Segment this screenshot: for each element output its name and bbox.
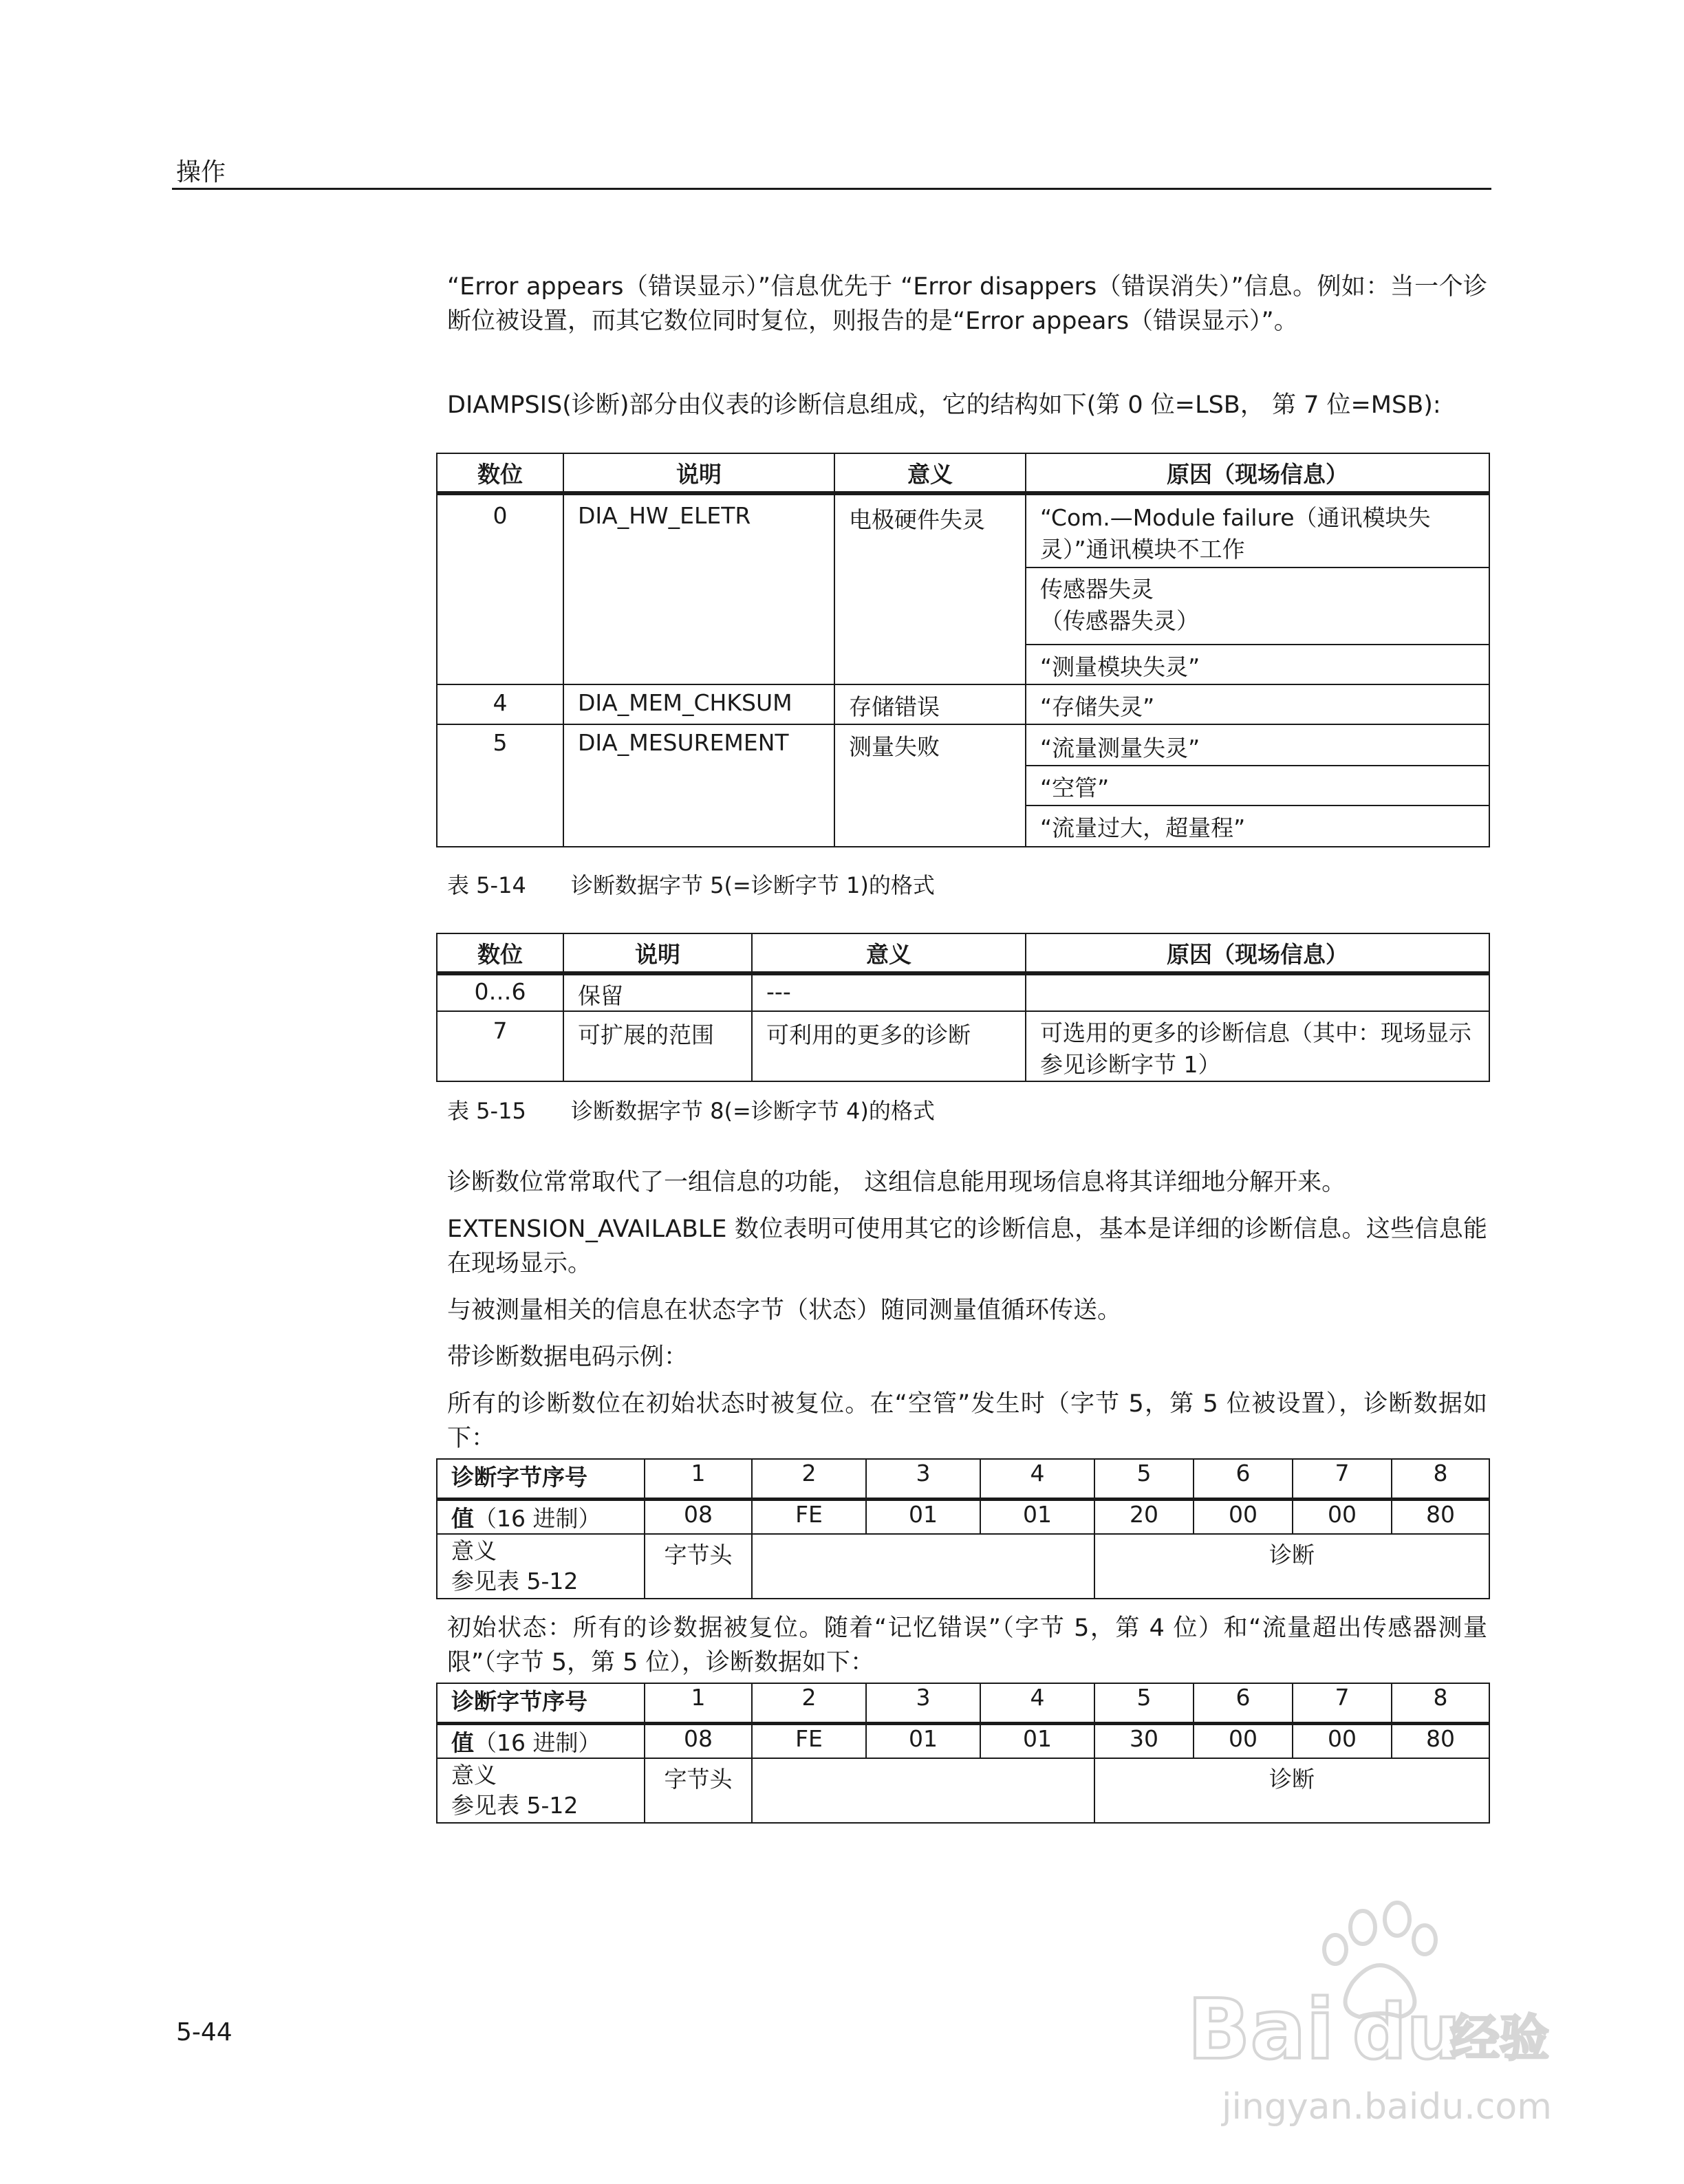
col-header: 意义 — [834, 453, 1026, 493]
page-number: 5-44 — [176, 2018, 233, 2046]
table-caption-5-14 — [447, 868, 935, 900]
hex-value: FE — [752, 1723, 866, 1758]
cause-cell: “测量模块失灵” — [1026, 645, 1489, 684]
byte-number: 5 — [1094, 1683, 1194, 1723]
value-label-unit: （16 进制） — [474, 1729, 601, 1756]
byte-number: 1 — [645, 1683, 752, 1723]
row-label — [437, 1723, 645, 1758]
hex-value: 30 — [1094, 1723, 1194, 1758]
col-header: 说明 — [563, 933, 752, 973]
meaning-cell: 可利用的更多的诊断 — [752, 1011, 1026, 1081]
desc-cell: DIA_MESUREMENT — [563, 724, 834, 847]
byte-number: 2 — [752, 1459, 866, 1499]
hex-value: 01 — [980, 1499, 1094, 1534]
byte-number: 3 — [866, 1459, 980, 1499]
bit-cell: 7 — [437, 1011, 563, 1081]
row-label — [437, 1534, 645, 1599]
caption-number: 表 5-15 — [447, 1098, 526, 1124]
col-header: 说明 — [563, 453, 834, 493]
empty-cell — [752, 1534, 1094, 1599]
cause-cell: 可选用的更多的诊断信息（其中：现场显示参见诊断字节 1） — [1026, 1011, 1489, 1081]
empty-cell — [752, 1758, 1094, 1823]
meaning-cell: 测量失败 — [834, 724, 1026, 847]
row-label: 诊断字节序号 — [437, 1683, 645, 1723]
hex-value: 00 — [1293, 1723, 1392, 1758]
col-header: 数位 — [437, 453, 563, 493]
header-cell: 字节头 — [645, 1534, 752, 1599]
meaning-label: 意义 — [451, 1537, 497, 1564]
table-5-14 — [436, 453, 1490, 847]
desc-cell: DIA_HW_ELETR — [563, 493, 834, 684]
bit-cell: 5 — [437, 724, 563, 847]
value-label: 值 — [451, 1504, 474, 1532]
body-paragraph-5: 所有的诊断数位在初始状态时被复位。在“空管”发生时（字节 5，第 5 位被设置），诊断数据如下： — [447, 1390, 1487, 1452]
page-header-title: 操作 — [176, 158, 226, 186]
hex-value: 00 — [1194, 1499, 1293, 1534]
diagnosis-cell: 诊断 — [1094, 1758, 1489, 1823]
byte-number: 8 — [1392, 1683, 1489, 1723]
desc-cell: DIA_MEM_CHKSUM — [563, 684, 834, 724]
cause-cell: “流量过大，超量程” — [1026, 806, 1489, 847]
body-paragraph-1: 诊断数位常常取代了一组信息的功能， 这组信息能用现场信息将其详细地分解开来。 — [447, 1169, 1346, 1196]
byte-number: 5 — [1094, 1459, 1194, 1499]
cause-cell: “存储失灵” — [1026, 684, 1489, 724]
caption-number: 表 5-14 — [447, 872, 526, 898]
hex-value: 01 — [866, 1499, 980, 1534]
byte-number: 4 — [980, 1683, 1094, 1723]
col-header: 原因（现场信息） — [1026, 933, 1489, 973]
hex-value: 08 — [645, 1723, 752, 1758]
col-header: 意义 — [752, 933, 1026, 973]
hex-value: 00 — [1293, 1499, 1392, 1534]
cause-line: 传感器失灵 — [1040, 576, 1154, 603]
row-label — [437, 1758, 645, 1823]
row-label — [437, 1499, 645, 1534]
body-paragraph-6: 初始状态：所有的诊数据被复位。随着“记忆错误”（字节 5，第 4 位）和“流量超出传感器测量限”（字节 5，第 5 位），诊断数据如下： — [447, 1614, 1487, 1676]
row-label: 诊断字节序号 — [437, 1459, 645, 1499]
byte-number: 6 — [1194, 1459, 1293, 1499]
table-5-15 — [436, 933, 1490, 1082]
byte-number: 7 — [1293, 1683, 1392, 1723]
watermark-url: jingyan.baidu.com — [1222, 2086, 1552, 2127]
intro-paragraph-1: “Error appears（错误显示）”信息优先于 “Error disappers（错误消失）”信息。例如：当一个诊断位被设置，而其它数位同时复位，则报告的是“Error appears（错误显示）”。 — [447, 273, 1487, 335]
caption-text: 诊断数据字节 8(=诊断字节 4)的格式 — [571, 1098, 935, 1124]
cause-cell — [1026, 567, 1489, 645]
byte-number: 7 — [1293, 1459, 1392, 1499]
hex-value: FE — [752, 1499, 866, 1534]
meaning-cell: 电极硬件失灵 — [834, 493, 1026, 684]
byte-number: 4 — [980, 1459, 1094, 1499]
meaning-cell: --- — [752, 973, 1026, 1011]
hex-value: 00 — [1194, 1723, 1293, 1758]
header-rule — [172, 188, 1491, 190]
meaning-ref: 参见表 5-12 — [451, 1567, 579, 1594]
value-label-unit: （16 进制） — [474, 1504, 601, 1532]
diagnosis-cell: 诊断 — [1094, 1534, 1489, 1599]
body-paragraph-3: 与被测量相关的信息在状态字节（状态）随同测量值循环传送。 — [447, 1297, 1122, 1324]
bit-cell: 4 — [437, 684, 563, 724]
body-paragraph-4: 带诊断数据电码示例： — [447, 1343, 689, 1371]
header-cell: 字节头 — [645, 1758, 752, 1823]
example-table-2 — [436, 1683, 1490, 1824]
hex-value: 80 — [1392, 1499, 1489, 1534]
caption-text: 诊断数据字节 5(=诊断字节 1)的格式 — [571, 872, 935, 898]
bit-cell: 0…6 — [437, 973, 563, 1011]
intro-paragraph-2: DIAMPSIS(诊断)部分由仪表的诊断信息组成，它的结构如下(第 0 位=LSB， 第 7 位=MSB): — [447, 391, 1441, 419]
table-caption-5-15 — [447, 1094, 935, 1125]
value-label: 值 — [451, 1729, 474, 1756]
watermark-brand-2: du — [1352, 1988, 1461, 2076]
col-header: 数位 — [437, 933, 563, 973]
byte-number: 8 — [1392, 1459, 1489, 1499]
cause-cell — [1026, 973, 1489, 1011]
meaning-ref: 参见表 5-12 — [451, 1791, 579, 1819]
meaning-label: 意义 — [451, 1761, 497, 1788]
watermark-brand: Bai — [1187, 1982, 1335, 2078]
hex-value: 01 — [866, 1723, 980, 1758]
meaning-cell: 存储错误 — [834, 684, 1026, 724]
cause-cell: “Com.—Module failure（通讯模块失灵）”通讯模块不工作 — [1026, 493, 1489, 567]
watermark-cn: 经验 — [1450, 2009, 1550, 2067]
cause-cell: “空管” — [1026, 766, 1489, 806]
body-paragraph-2: EXTENSION_AVAILABLE 数位表明可使用其它的诊断信息，基本是详细的诊断信息。这些信息能在现场显示。 — [447, 1215, 1487, 1277]
byte-number: 1 — [645, 1459, 752, 1499]
cause-cell: “流量测量失灵” — [1026, 724, 1489, 766]
bit-cell: 0 — [437, 493, 563, 684]
hex-value: 80 — [1392, 1723, 1489, 1758]
hex-value: 20 — [1094, 1499, 1194, 1534]
byte-number: 3 — [866, 1683, 980, 1723]
byte-number: 6 — [1194, 1683, 1293, 1723]
baidu-jingyan-watermark — [1180, 1900, 1552, 2127]
hex-value: 08 — [645, 1499, 752, 1534]
hex-value: 01 — [980, 1723, 1094, 1758]
byte-number: 2 — [752, 1683, 866, 1723]
example-table-1 — [436, 1458, 1490, 1599]
cause-line: （传感器失灵） — [1040, 607, 1199, 634]
col-header: 原因（现场信息） — [1026, 453, 1489, 493]
desc-cell: 保留 — [563, 973, 752, 1011]
desc-cell: 可扩展的范围 — [563, 1011, 752, 1081]
